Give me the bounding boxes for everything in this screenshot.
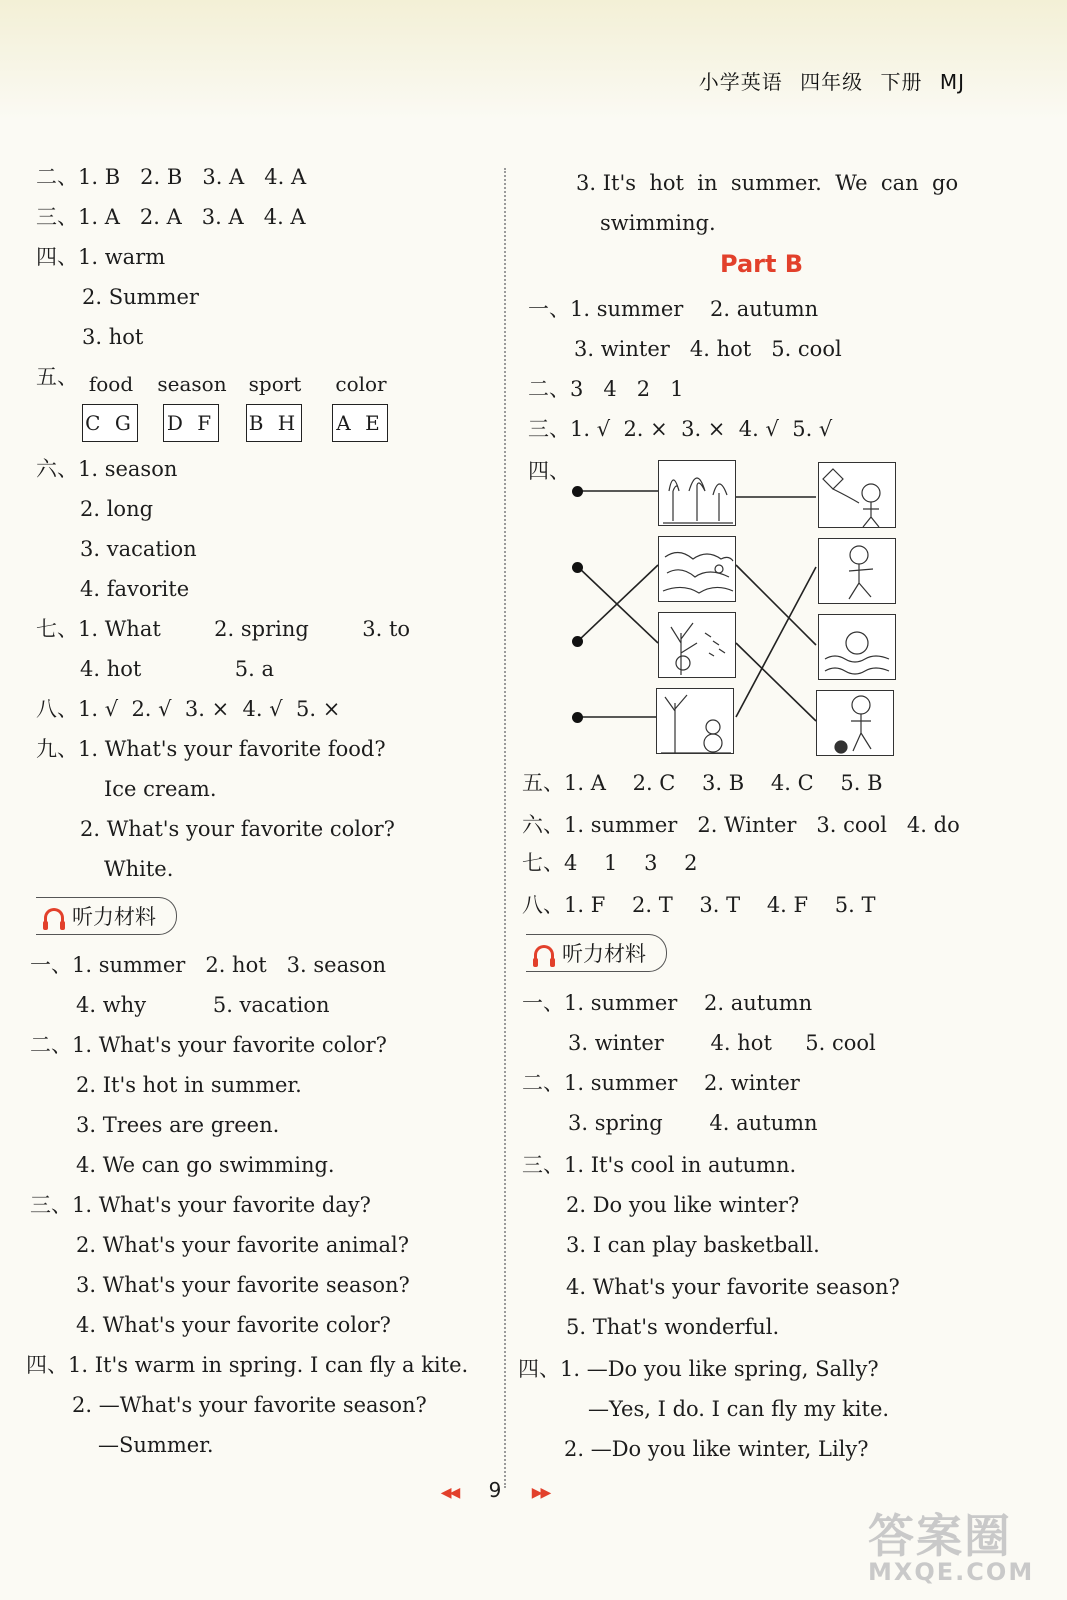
picture-kite-boy <box>818 462 896 528</box>
match-line <box>578 567 658 643</box>
word-house-color <box>332 372 390 442</box>
listening-material-badge <box>526 934 667 972</box>
house-letters: C G <box>82 404 138 442</box>
answer-line: 二、1. summer 2. winter <box>522 1071 800 1095</box>
column-divider <box>504 168 506 1488</box>
answer-line: 4. favorite <box>80 577 190 601</box>
kite-icon <box>819 463 896 528</box>
headphones-icon <box>44 908 64 924</box>
header-band <box>0 0 1067 120</box>
answer-line: 2. What's your favorite color? <box>80 817 395 841</box>
answer-line: 二、1. B 2. B 3. A 4. A <box>36 165 307 189</box>
answer-line: 3. I can play basketball. <box>566 1233 820 1257</box>
boy-icon <box>819 539 896 604</box>
answer-line: 四、1. It's warm in spring. I can fly a kite. <box>26 1353 469 1377</box>
answer-line: 七、4 1 3 2 <box>522 851 698 875</box>
answer-line: 2. Summer <box>82 285 199 309</box>
house-letters: D F <box>163 404 219 442</box>
answer-line: Ice cream. <box>104 777 217 801</box>
answer-line: 六、1. season <box>36 457 178 481</box>
answer-line: 3. What's your favorite season? <box>76 1273 410 1297</box>
answer-line: 2. What's your favorite animal? <box>76 1233 410 1257</box>
answer-line: 一、1. summer 2. autumn <box>528 297 819 321</box>
answer-line: 二、1. What's your favorite color? <box>30 1033 387 1057</box>
match-line <box>736 643 816 721</box>
bare-tree-icon <box>659 613 736 678</box>
part-title: Part B <box>720 250 804 278</box>
word-house-food <box>82 372 140 442</box>
answer-line: 二、3 4 2 1 <box>528 377 684 401</box>
answer-line: 八、1. √ 2. √ 3. × 4. √ 5. × <box>36 697 341 721</box>
watermark <box>868 1500 1038 1590</box>
headphones-icon <box>534 945 554 961</box>
match-dot <box>572 486 583 497</box>
watermark-logo: 答案圈 <box>868 1509 1012 1563</box>
match-line <box>736 565 816 645</box>
picture-swimming <box>818 614 896 680</box>
picture-running-boy <box>818 538 896 604</box>
answer-line: 2. It's hot in summer. <box>76 1073 302 1097</box>
answer-line: 4. What's your favorite season? <box>566 1275 900 1299</box>
page-footer <box>420 1478 570 1502</box>
picture-trees <box>658 460 736 526</box>
answer-line: 2. long <box>80 497 154 521</box>
answer-line: 2. —What's your favorite season? <box>72 1393 427 1417</box>
picture-winter <box>656 688 734 754</box>
answer-line: 三、1. √ 2. × 3. × 4. √ 5. √ <box>528 417 833 441</box>
match-dot <box>572 712 583 723</box>
snowman-icon <box>657 689 734 754</box>
picture-football <box>816 690 894 756</box>
answer-line: 一、1. summer 2. hot 3. season <box>30 953 387 977</box>
football-icon <box>817 691 894 756</box>
match-line <box>736 567 816 717</box>
answer-line: 4. What's your favorite color? <box>76 1313 391 1337</box>
swimmer-icon <box>819 615 896 680</box>
picture-leaves <box>658 536 736 602</box>
answer-line: 一、1. summer 2. autumn <box>522 991 813 1015</box>
answer-line: —Yes, I do. I can fly my kite. <box>588 1397 890 1421</box>
answer-line: 3. spring 4. autumn <box>568 1111 818 1135</box>
answer-line: 三、1. What's your favorite day? <box>30 1193 371 1217</box>
answer-line: 5. That's wonderful. <box>566 1315 780 1339</box>
house-word: season <box>157 372 227 396</box>
leaves-icon <box>659 537 736 602</box>
book-header: 小学英语 四年级 下册 MJ <box>698 70 965 94</box>
page-number: 9 <box>488 1478 502 1502</box>
badge-label: 听力材料 <box>562 942 646 966</box>
answer-line: 2. Do you like winter? <box>566 1193 800 1217</box>
watermark-url: MXQE.COM <box>868 1558 1035 1586</box>
house-word: food <box>88 372 134 396</box>
answer-line: 3. winter 4. hot 5. cool <box>568 1031 876 1055</box>
answer-line: 四、1. warm <box>36 245 166 269</box>
answer-line: 3. vacation <box>80 537 197 561</box>
answer-line: 3. It's hot in summer. We can go <box>576 171 959 195</box>
answer-line: 四、1. —Do you like spring, Sally? <box>518 1357 879 1381</box>
answer-line: 五、1. A 2. C 3. B 4. C 5. B <box>522 771 883 795</box>
answer-line: 4. We can go swimming. <box>76 1153 335 1177</box>
answer-line: 八、1. F 2. T 3. T 4. F 5. T <box>522 893 876 917</box>
house-letters: A E <box>332 404 388 442</box>
word-house-sport <box>246 372 304 442</box>
answer-line: 3. Trees are green. <box>76 1113 280 1137</box>
answer-line: 九、1. What's your favorite food? <box>36 737 386 761</box>
section-label-four: 四、 <box>528 459 570 483</box>
house-word: color <box>335 372 387 396</box>
match-dot <box>572 562 583 573</box>
answer-line: 4. hot 5. a <box>80 657 275 681</box>
match-line <box>578 565 658 641</box>
answer-line: 2. —Do you like winter, Lily? <box>564 1437 869 1461</box>
answer-line: 六、1. summer 2. Winter 3. cool 4. do <box>522 813 960 837</box>
answer-line: 3. hot <box>82 325 144 349</box>
word-house-season <box>157 372 227 442</box>
match-dot <box>572 636 583 647</box>
prev-page-icon[interactable]: ◀◀ <box>440 1485 459 1501</box>
answer-line: White. <box>104 857 174 881</box>
answer-line: 七、1. What 2. spring 3. to <box>36 617 411 641</box>
house-letters: B H <box>246 404 302 442</box>
answer-line: 三、1. It's cool in autumn. <box>522 1153 797 1177</box>
next-page-icon[interactable]: ▶▶ <box>531 1485 550 1501</box>
listening-material-badge <box>36 897 177 935</box>
answer-line: 3. winter 4. hot 5. cool <box>574 337 842 361</box>
answer-line: swimming. <box>600 211 716 235</box>
house-word: sport <box>248 372 302 396</box>
badge-label: 听力材料 <box>72 905 156 929</box>
tree-icon <box>659 461 736 526</box>
answer-line: —Summer. <box>98 1433 214 1457</box>
answer-line: 三、1. A 2. A 3. A 4. A <box>36 205 306 229</box>
picture-autumn-tree <box>658 612 736 678</box>
section-label-five: 五、 <box>36 365 78 389</box>
answer-line: 4. why 5. vacation <box>76 993 330 1017</box>
